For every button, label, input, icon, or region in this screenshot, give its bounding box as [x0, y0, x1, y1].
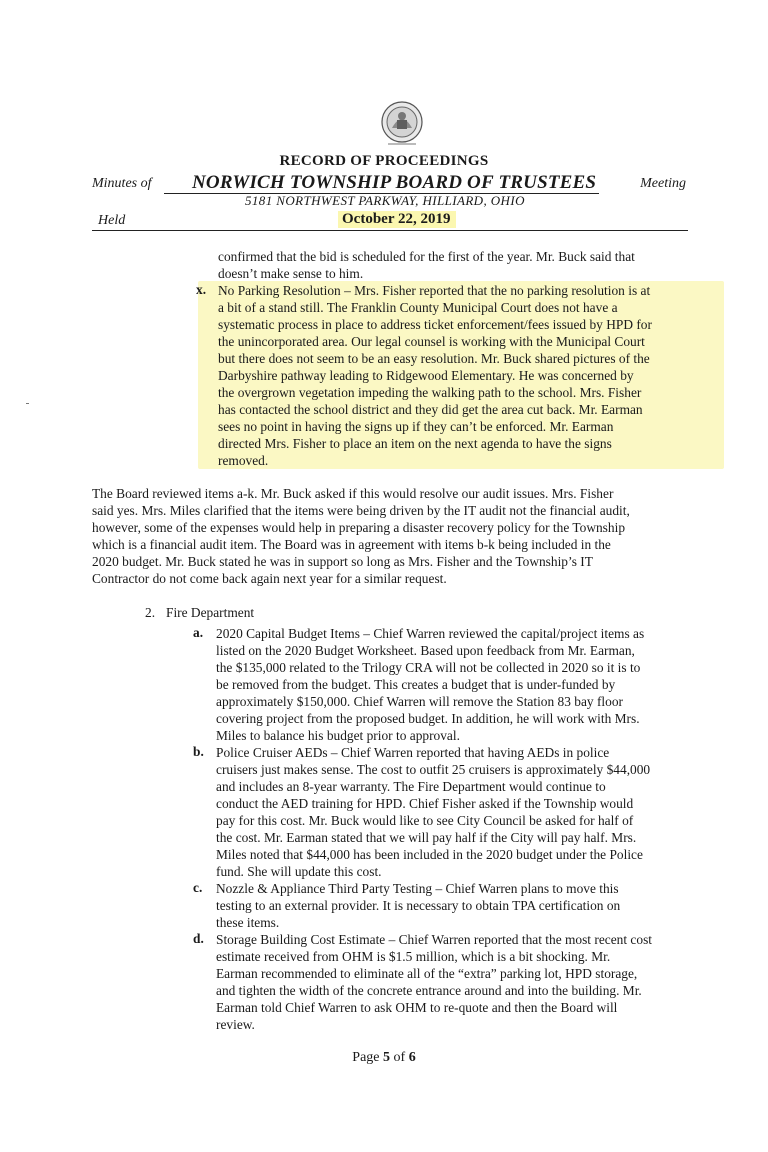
text-line: listed on the 2020 Budget Worksheet. Based upon feedback from Mr. Earman, [216, 643, 635, 658]
text-line: the overgrown vegetation impeding the walking path to the school. Mrs. Fisher [218, 385, 642, 400]
township-seal-icon [378, 98, 426, 150]
text-line: Storage Building Cost Estimate – Chief Warren reported that the most recent cost [216, 932, 652, 947]
text-line: and tighten the width of the concrete entrance around and into the building. Mr. [216, 983, 642, 998]
scan-speck [26, 403, 29, 404]
text-line: the cost. Mr. Earman stated that we will pay half if the City will pay half. Mrs. [216, 830, 637, 845]
text-line: doesn’t make sense to him. [218, 266, 364, 281]
page-number [0, 1050, 768, 1066]
item-marker: d. [193, 931, 204, 946]
text-line: Nozzle & Appliance Third Party Testing – Chief Warren plans to move this [216, 881, 619, 896]
meeting-date: October 22, 2019 [338, 211, 456, 228]
text-line: Police Cruiser AEDs – Chief Warren reported that having AEDs in police [216, 745, 610, 760]
text-line: has contacted the school district and they did get the area cut back. Mr. Earman [218, 402, 643, 417]
continuation-text [218, 248, 635, 282]
text-line: testing to an external provider. It is necessary to obtain TPA certification on [216, 898, 621, 913]
text-line: sees no point in having the signs up if they can’t be enforced. Mr. Earman [218, 419, 614, 434]
text-line: said yes. Mrs. Miles clarified that the items were being driven by the IT audit not the financial audit, [92, 503, 630, 518]
meeting-label: Meeting [640, 176, 686, 191]
page-label: Page [352, 1050, 380, 1065]
item-a-text [216, 625, 644, 744]
item-c-text [216, 880, 620, 931]
text-line: 2020 Capital Budget Items – Chief Warren reviewed the capital/project items as [216, 626, 645, 641]
header-rule-bottom [92, 230, 688, 231]
text-line: Miles to balance his budget prior to approval. [216, 728, 460, 743]
text-line: Earman recommended to eliminate all of the “extra” parking lot, HPD storage, [216, 966, 638, 981]
text-line: pay for this cost. Mr. Buck would like to see City Council be asked for half of [216, 813, 634, 828]
text-line: and includes an 8-year warranty. The Fire Department would continue to [216, 779, 606, 794]
of-label: of [393, 1050, 406, 1065]
text-line: these items. [216, 915, 280, 930]
minutes-of-label: Minutes of [92, 176, 152, 191]
text-line: confirmed that the bid is scheduled for the first of the year. Mr. Buck said that [218, 249, 635, 264]
item-x-text [218, 282, 652, 469]
text-line: be removed from the budget. This creates a budget that is under-funded by [216, 677, 616, 692]
header-minutes-row [92, 172, 688, 194]
item-d-text [216, 931, 652, 1033]
section-number: 2. [145, 605, 156, 620]
text-line: 2020 budget. Mr. Buck stated he was in support so long as Mrs. Fisher and the Township’s IT [92, 554, 593, 569]
item-marker: b. [193, 744, 204, 759]
text-line: review. [216, 1017, 255, 1032]
text-line: directed Mrs. Fisher to place an item on the next agenda to have the signs [218, 436, 612, 451]
section-title: Fire Department [166, 605, 255, 620]
text-line: removed. [218, 453, 269, 468]
text-line: approximately $150,000. Chief Warren will remove the Station 83 bay floor [216, 694, 623, 709]
text-line: which is a financial audit item. The Board was in agreement with items b-k being included in the [92, 537, 611, 552]
text-line: cruisers just makes sense. The cost to outfit 25 cruisers is approximately $44,000 [216, 762, 651, 777]
text-line: systematic process in place to address ticket enforcement/fees issued by HPD for [218, 317, 652, 332]
record-title: RECORD OF PROCEEDINGS [279, 153, 489, 169]
text-line: Contractor do not come back again next year for a similar request. [92, 571, 447, 586]
text-line: covering project from the proposed budget. In addition, he will work with Mrs. [216, 711, 640, 726]
text-line: Earman told Chief Warren to ask OHM to re-quote and then the Board will [216, 1000, 618, 1015]
board-name: NORWICH TOWNSHIP BOARD OF TRUSTEES [192, 172, 597, 193]
board-review-paragraph [92, 485, 630, 587]
text-line: No Parking Resolution – Mrs. Fisher reported that the no parking resolution is at [218, 283, 651, 298]
page-total: 6 [408, 1050, 416, 1065]
text-line: the unincorporated area. Our legal counsel is working with the Municipal Court [218, 334, 645, 349]
text-line: the $135,000 related to the Trilogy CRA will not be collected in 2020 so it is to [216, 660, 641, 675]
text-line: but there does not seem to be an easy resolution. Mr. Buck shared pictures of the [218, 351, 650, 366]
item-b-text [216, 744, 650, 880]
item-marker: c. [193, 880, 203, 895]
text-line: a bit of a stand still. The Franklin County Municipal Court does not have a [218, 300, 618, 315]
text-line: fund. She will update this cost. [216, 864, 382, 879]
township-address: 5181 NORTHWEST PARKWAY, HILLIARD, OHIO [245, 193, 525, 208]
text-line: Miles noted that $44,000 has been included in the 2020 budget under the Police [216, 847, 643, 862]
text-line: The Board reviewed items a-k. Mr. Buck asked if this would resolve our audit issues. Mrs. Fisher [92, 486, 614, 501]
text-line: Darbyshire pathway leading to Ridgewood Elementary. He was concerned by [218, 368, 634, 383]
page-current: 5 [383, 1050, 391, 1065]
item-marker: a. [193, 625, 204, 640]
text-line: conduct the AED training for HPD. Chief Fisher asked if the Township would [216, 796, 634, 811]
item-marker: x. [196, 282, 207, 297]
held-label: Held [98, 213, 126, 228]
text-line: however, some of the expenses would help in preparing a disaster recovery policy for the Township [92, 520, 626, 535]
text-line: estimate received from OHM is $1.5 million, which is a bit shocking. Mr. [216, 949, 611, 964]
